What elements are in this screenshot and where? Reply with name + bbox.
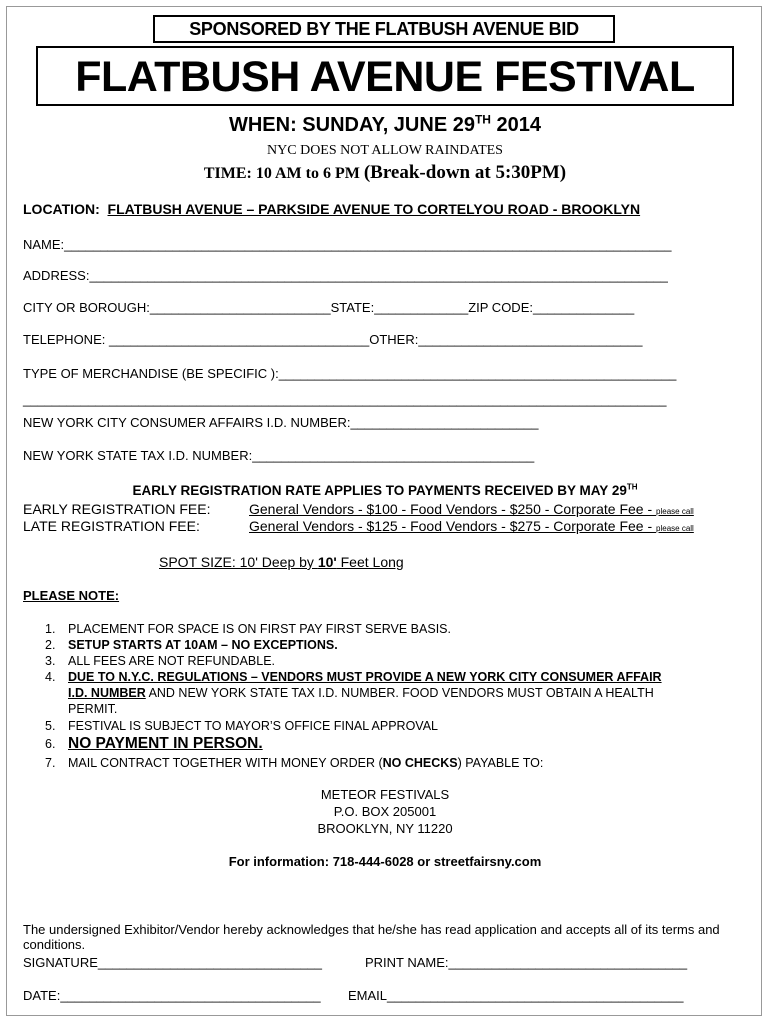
festival-title: FLATBUSH AVENUE FESTIVAL: [36, 46, 734, 106]
note-5-num: 5.: [45, 719, 56, 733]
late-fee-text: General Vendors - $125 - Food Vendors - $275 - Corporate Fee -: [249, 518, 657, 534]
contact-info: For information: 718-444-6028 or streetfairsny.com: [228, 854, 542, 869]
note-2: [45, 637, 338, 653]
nyc-consumer-id-field[interactable]: NEW YORK CITY CONSUMER AFFAIRS I.D. NUMBER:__________________________: [23, 415, 539, 430]
late-fee-label: LATE REGISTRATION FEE:: [23, 518, 200, 534]
spot-size: [159, 554, 404, 571]
address-field[interactable]: ADDRESS:________________________________________________________________________________: [23, 268, 668, 283]
raindate-note: NYC DOES NOT ALLOW RAINDATES: [267, 143, 503, 158]
merchandise-field[interactable]: TYPE OF MERCHANDISE (BE SPECIFIC ):_______________________________________________________: [23, 366, 677, 381]
event-date-text: WHEN: SUNDAY, JUNE 29: [228, 114, 475, 136]
location-address: FLATBUSH AVENUE – PARKSIDE AVENUE TO CORTELYOU ROAD - BROOKLYN: [107, 201, 641, 217]
note-4-line2: [68, 685, 654, 701]
note-2-text: SETUP STARTS AT 10AM – NO EXCEPTIONS.: [68, 638, 338, 652]
date-field[interactable]: DATE:____________________________________: [23, 988, 321, 1003]
note-3-text: ALL FEES ARE NOT REFUNDABLE.: [68, 654, 276, 668]
city-state-zip-field[interactable]: CITY OR BOROUGH:_________________________STATE:_____________ZIP CODE:______________: [23, 300, 635, 315]
email-field[interactable]: EMAIL_________________________________________: [348, 988, 684, 1003]
late-fee-note: please call: [656, 524, 694, 533]
event-date: [0, 112, 770, 138]
early-fee-label: EARLY REGISTRATION FEE:: [23, 501, 211, 517]
payee-po-box: P.O. BOX 205001: [333, 804, 437, 819]
early-heading-sup: TH: [626, 482, 638, 492]
spot-size-text: SPOT SIZE: 10' Deep by: [159, 554, 318, 570]
location-line: [23, 200, 640, 218]
event-date-sup: TH: [474, 112, 491, 127]
note-5: [45, 718, 438, 734]
note-3-num: 3.: [45, 654, 56, 668]
payee-city: BROOKLYN, NY 11220: [317, 821, 453, 836]
note-1-num: 1.: [45, 622, 56, 636]
early-fee-text: General Vendors - $100 - Food Vendors - $250 - Corporate Fee -: [249, 501, 657, 517]
note-4-id: I.D. NUMBER: [68, 686, 146, 700]
telephone-other-field[interactable]: TELEPHONE: ____________________________________OTHER:_______________________________: [23, 332, 643, 347]
print-name-field[interactable]: PRINT NAME:_________________________________: [365, 955, 688, 970]
note-1-text: PLACEMENT FOR SPACE IS ON FIRST PAY FIRST SERVE BASIS.: [68, 622, 451, 636]
note-5-text: FESTIVAL IS SUBJECT TO MAYOR’S OFFICE FINAL APPROVAL: [68, 719, 438, 733]
payee-name: METEOR FESTIVALS: [320, 787, 450, 802]
note-7-suffix: ) PAYABLE TO:: [457, 756, 544, 770]
early-fee-note: please call: [656, 507, 694, 516]
merchandise-field-line2[interactable]: _________________________________________________________________________________________: [23, 392, 667, 407]
note-4-rest: AND NEW YORK STATE TAX I.D. NUMBER. FOOD VENDORS MUST OBTAIN A HEALTH: [145, 686, 654, 700]
early-registration-heading: [0, 482, 770, 499]
note-4-line3: PERMIT.: [68, 702, 118, 716]
note-6: [45, 736, 263, 752]
signature-field[interactable]: SIGNATURE_______________________________: [23, 955, 323, 970]
please-note-heading: PLEASE NOTE:: [23, 588, 120, 603]
nys-tax-id-field[interactable]: NEW YORK STATE TAX I.D. NUMBER:_______________________________________: [23, 448, 535, 463]
location-label: LOCATION:: [23, 201, 100, 217]
spot-size-suffix: Feet Long: [336, 554, 404, 570]
early-heading-text: EARLY REGISTRATION RATE APPLIES TO PAYMENTS RECEIVED BY MAY 29: [132, 483, 627, 498]
sponsor-banner: SPONSORED BY THE FLATBUSH AVENUE BID: [153, 15, 615, 43]
name-field[interactable]: NAME:____________________________________________________________________________________: [23, 237, 672, 252]
note-7-num: 7.: [45, 756, 56, 770]
note-4-text: DUE TO N.Y.C. REGULATIONS – VENDORS MUST PROVIDE A NEW YORK CITY CONSUMER AFFAIR: [68, 670, 662, 684]
event-breakdown: (Break-down at 5:30PM): [363, 162, 567, 183]
acknowledgement-text: The undersigned Exhibitor/Vendor hereby acknowledges that he/she has read application and accepts all of its terms and conditions.: [23, 922, 720, 952]
note-2-num: 2.: [45, 638, 56, 652]
note-7: [45, 755, 543, 771]
note-7-bold: NO CHECKS: [382, 756, 458, 770]
event-date-year: 2014: [490, 114, 542, 136]
note-4-num: 4.: [45, 670, 56, 684]
event-time: [0, 162, 770, 185]
note-3: [45, 653, 275, 669]
note-6-num: 6.: [45, 737, 56, 751]
note-7-text: MAIL CONTRACT TOGETHER WITH MONEY ORDER (: [68, 756, 383, 770]
late-fee-value: [249, 518, 694, 537]
note-1: [45, 621, 451, 637]
spot-size-bold: 10': [317, 554, 337, 570]
event-time-main: TIME: 10 AM to 6 PM: [203, 165, 364, 182]
note-6-text: NO PAYMENT IN PERSON.: [68, 735, 263, 752]
note-4: [45, 669, 662, 685]
